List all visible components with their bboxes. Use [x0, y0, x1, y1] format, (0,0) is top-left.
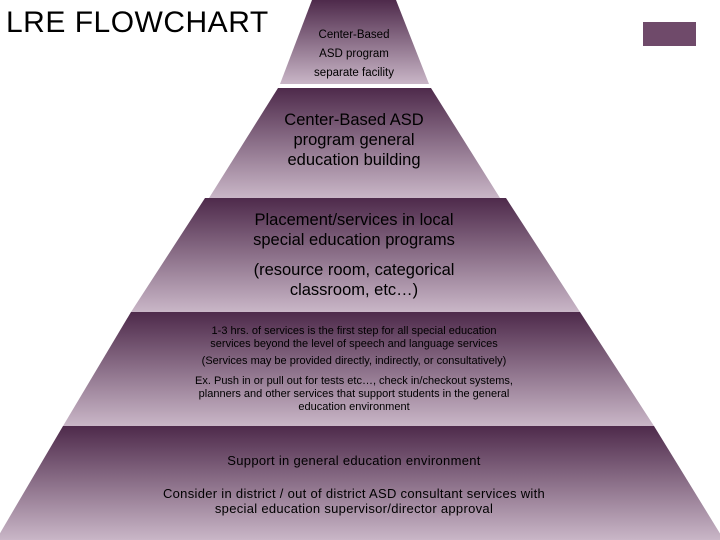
- tier-3-line: Placement/services in local: [254, 211, 454, 229]
- tier-3-line: (resource room, categorical: [253, 261, 455, 279]
- tier-4-line: education environment: [298, 401, 410, 413]
- tier-5-paragraph-2: [100, 486, 608, 516]
- tier-2-line: program general: [293, 131, 415, 149]
- pyramid-tier-5: [0, 426, 720, 540]
- tier-4-paragraph-1: [150, 325, 558, 351]
- tier-4-line: planners and other services that support students in the general: [198, 388, 510, 400]
- tier-4-line: services beyond the level of speech and language services: [210, 338, 498, 350]
- tier-5-line: special education supervisor/director approval: [214, 501, 494, 516]
- tier-2-line: education building: [287, 151, 421, 169]
- tier-1-line: separate facility: [314, 67, 394, 79]
- tier-1-text: [296, 26, 412, 83]
- page-title: LRE FLOWCHART: [6, 6, 269, 39]
- tier-3-subtext: [204, 260, 504, 300]
- tier-2-text: [244, 110, 464, 170]
- tier-4-line: (Services may be provided directly, indirectly, or consultatively): [201, 355, 507, 367]
- tier-1-line: ASD program: [319, 48, 389, 60]
- tier-5-line: Support in general education environment: [227, 453, 481, 468]
- tier-3-heading: [204, 210, 504, 250]
- tier-1-line: Center-Based: [318, 29, 390, 41]
- accent-rectangle: [643, 22, 696, 46]
- tier-4-paragraph-3: [140, 375, 568, 414]
- tier-4-paragraph-2: [150, 355, 558, 368]
- tier-5-line: Consider in district / out of district ASD consultant services with: [162, 486, 546, 501]
- tier-4-line: Ex. Push in or pull out for tests etc…, check in/checkout systems,: [195, 375, 513, 387]
- tier-5-paragraph-1: [110, 453, 598, 468]
- tier-3-line: special education programs: [253, 231, 455, 249]
- tier-4-line: 1-3 hrs. of services is the first step for all special education: [211, 325, 497, 337]
- tier-2-line: Center-Based ASD: [284, 111, 424, 129]
- tier-3-line: classroom, etc…): [289, 281, 419, 299]
